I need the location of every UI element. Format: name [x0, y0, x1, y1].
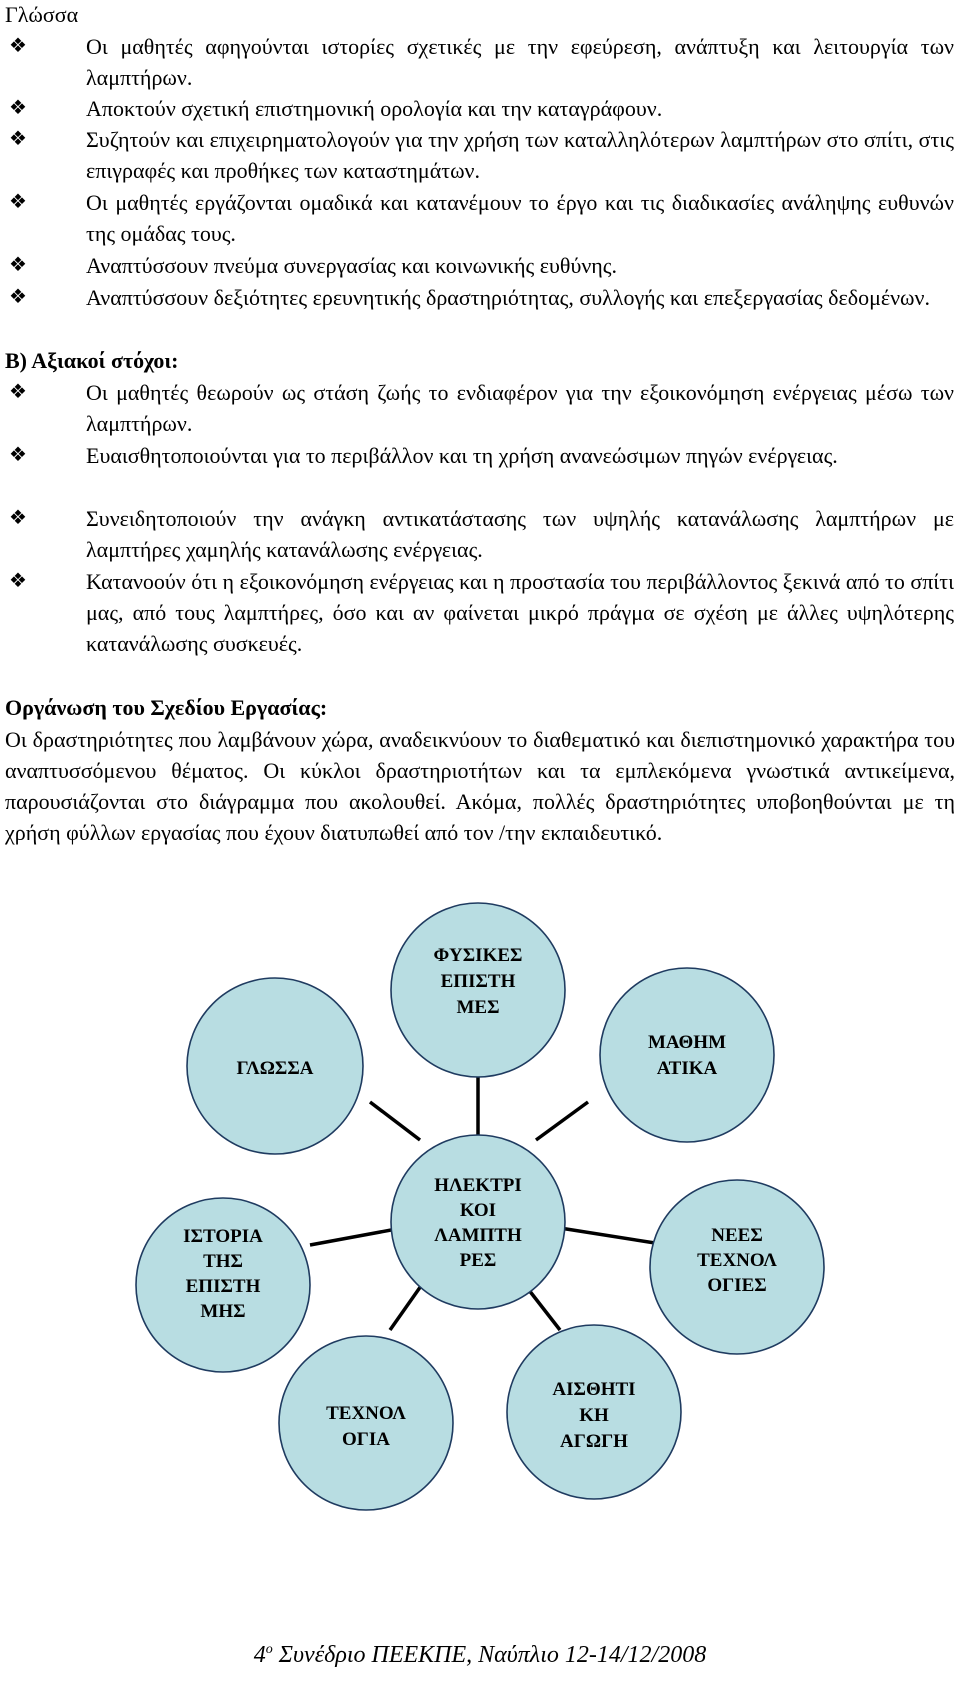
- node-label: ΚΗ: [579, 1405, 609, 1426]
- node-label: ΜΑΘΗΜ: [647, 1032, 727, 1053]
- node-label: ΕΠΙΣΤΗ: [440, 971, 516, 992]
- footer-text: Συνέδριο ΠΕΕΚΠΕ, Ναύπλιο 12-14/12/2008: [272, 1642, 707, 1668]
- connector-math: [536, 1102, 588, 1140]
- diagram-node-language: [187, 978, 363, 1154]
- bullet-diamond-icon: ❖: [9, 444, 27, 466]
- node-label: ΟΓΙΕΣ: [707, 1275, 767, 1296]
- footer-number: 4: [253, 1642, 266, 1668]
- diagram-node-physics: [391, 903, 565, 1077]
- node-circle: [391, 1135, 565, 1309]
- section-label: Γλώσσα: [5, 2, 79, 27]
- diagram-node-center: [391, 1135, 565, 1309]
- bullet-diamond-icon: ❖: [9, 191, 27, 213]
- bullet-diamond-icon: ❖: [9, 286, 27, 308]
- node-label: ΟΓΙΑ: [342, 1429, 390, 1450]
- bullet-diamond-icon: ❖: [9, 570, 27, 592]
- node-label: ΡΕΣ: [459, 1250, 497, 1271]
- organization-heading: Οργάνωση του Σχεδίου Εργασίας:: [5, 695, 328, 720]
- node-label: ΑΙΣΘΗΤΙ: [552, 1379, 636, 1400]
- node-label: ΦΥΣΙΚΕΣ: [433, 945, 523, 966]
- node-circle: [600, 968, 774, 1142]
- node-label: ΤΕΧΝΟΛ: [326, 1403, 406, 1424]
- diagram-node-history: [136, 1198, 310, 1372]
- node-label: ΜΕΣ: [456, 997, 500, 1018]
- node-label: ΙΣΤΟΡΙΑ: [183, 1226, 263, 1247]
- node-label: ΕΠΙΣΤΗ: [185, 1276, 261, 1297]
- bullet-diamond-icon: ❖: [9, 35, 27, 57]
- node-label: ΑΓΩΓΗ: [560, 1431, 628, 1452]
- node-label: ΤΗΣ: [203, 1251, 243, 1272]
- bullet-diamond-icon: ❖: [9, 381, 27, 403]
- connector-language: [370, 1102, 420, 1140]
- node-label: ΚΟΙ: [459, 1200, 497, 1221]
- diagram-node-technology: [279, 1336, 453, 1510]
- connector-new-tech: [560, 1228, 655, 1243]
- diagram-node-aesthetics: [507, 1325, 681, 1499]
- bullet-diamond-icon: ❖: [9, 97, 27, 119]
- node-label: ΛΑΜΠΤΗ: [434, 1225, 522, 1246]
- bullet-diamond-icon: ❖: [9, 507, 27, 529]
- bullet-diamond-icon: ❖: [9, 254, 27, 276]
- node-label: ΗΛΕΚΤΡΙ: [434, 1175, 522, 1196]
- diagram-node-new-tech: [650, 1180, 824, 1354]
- node-label: ΓΛΩΣΣΑ: [236, 1058, 314, 1079]
- values-heading: Β) Αξιακοί στόχοι:: [5, 348, 179, 373]
- node-label: ΜΗΣ: [200, 1301, 246, 1322]
- organization-paragraph: Οι δραστηριότητες που λαμβάνουν χώρα, αναδεικνύουν το διαθεματικό και διεπιστημονικό χαρακτήρα του αναπτυσσόμενου θέματος. Οι κύκλοι δραστηριοτήτων και τα εμπλεκόμενα γνωστικά αντικείμενα, παρουσιάζονται στο διάγραμμα που ακολουθεί. Ακόμα, πολλές δραστηριότητες υποβοηθούνται με τη χρήση φύλλων εργασίας που έχουν διατυπωθεί από τον /την εκπαιδευτικό.: [5, 727, 955, 845]
- node-label: ΝΕΕΣ: [711, 1225, 763, 1246]
- node-label: ΑΤΙΚΑ: [656, 1058, 718, 1079]
- node-label: ΤΕΧΝΟΛ: [697, 1250, 777, 1271]
- connector-history: [310, 1228, 402, 1245]
- bullet-diamond-icon: ❖: [9, 128, 27, 150]
- footer-superscript: ο: [265, 1642, 273, 1657]
- page-footer: [0, 1642, 960, 1669]
- diagram-node-math: [600, 968, 774, 1142]
